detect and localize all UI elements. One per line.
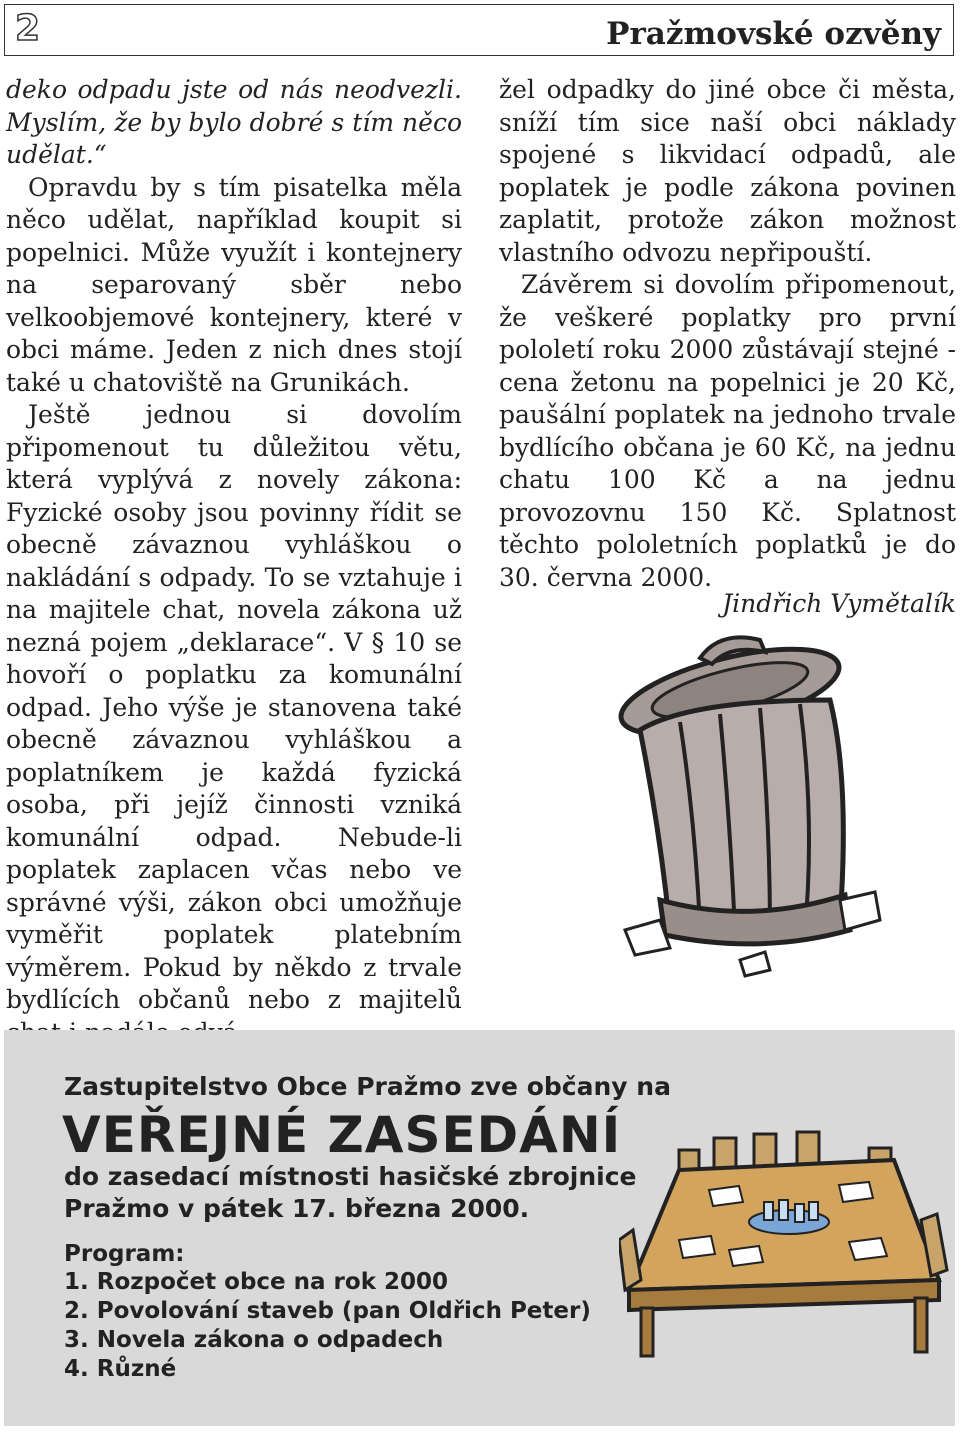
program-item: 4. Různé [64,1356,177,1382]
notice-heading: VEŘEJNÉ ZASEDÁNÍ [62,1106,622,1164]
article-paragraph: Závěrem si dovolím připomenout, že veškeré poplatky pro první pololetí roku 2000 zůstávají stejné - cena žetonu na popelnici je 20 Kč, paušální poplatek na jednoho trvale bydlícího občana je 60 Kč, na jednu chatu 100 Kč a na jednu provozovnu 150 Kč. Splatnost těchto pololetních poplatků je do 30. června 2000. [499,270,956,592]
left-column [6,74,462,1049]
page-header [4,4,954,56]
article-paragraph: Ještě jednou si dovolím připomenout tu důležitou větu, která vyplývá z novely zákona: Fyzické osoby jsou povinny řídit se obecně závaznou vyhláškou o nakládání s odpady. To se vztahuje i na majitele chat, novela zákona už nezná pojem „deklarace“. V § 10 se hovoří o poplatku za komunální odpad. Jeho výše je stanovena také obecně závaznou vyhláškou a poplatníkem je každá fyzická osoba, při jejíž činnosti vzniká komunální odpad. Nebude-li poplatek zaplacen včas nebo ve správné výši, zákon obci umožňuje vyměřit poplatek platebním výměrem. Pokud by někdo z trvale bydlících občanů nebo z majitelů [6,400,462,1014]
right-column [499,74,956,621]
trash-can-illustration [600,630,890,990]
program-item: 3. Novela zákona o odpadech [64,1327,444,1353]
page-number: 2 [15,8,41,49]
article-paragraph: žel odpadky do jiné obce či města, sníží tím sice naší obci náklady spojené s likvidací odpadů, ale poplatek je podle zákona povinen zaplatit, protože zákon možnost vlastního odvozu nepřipouští. [499,75,956,267]
author-signature: Jindřich Vymětalík [722,589,956,618]
article-paragraph: Opravdu by s tím pisatelka měla něco udělat, například koupit si popelnici. Může využít i kontejnery na separovaný sběr nebo velkoobjemové kontejnery, které v obci máme. Jeden z nich dnes stojí také u chatoviště na Grunikách. [6,172,462,397]
program-item: 2. Povolování staveb (pan Oldřich Peter) [64,1298,591,1324]
notice-place-line2: Pražmo v pátek 17. března 2000. [64,1194,530,1223]
newspaper-title: Pražmovské ozvěny [606,16,941,52]
notice-place-line1: do zasedací místnosti hasičské zbrojnice [64,1162,637,1191]
notice-intro: Zastupitelstvo Obce Pražmo zve občany na [64,1072,671,1101]
program-label: Program: [64,1241,185,1267]
program-item: 1. Rozpočet obce na rok 2000 [64,1269,449,1295]
meeting-table-illustration [619,1130,949,1360]
quote-paragraph: deko odpadu jste od nás neodvezli. Myslím, že by bylo dobré s tím něco udělat.“ [6,75,462,169]
meeting-notice [4,1030,955,1426]
